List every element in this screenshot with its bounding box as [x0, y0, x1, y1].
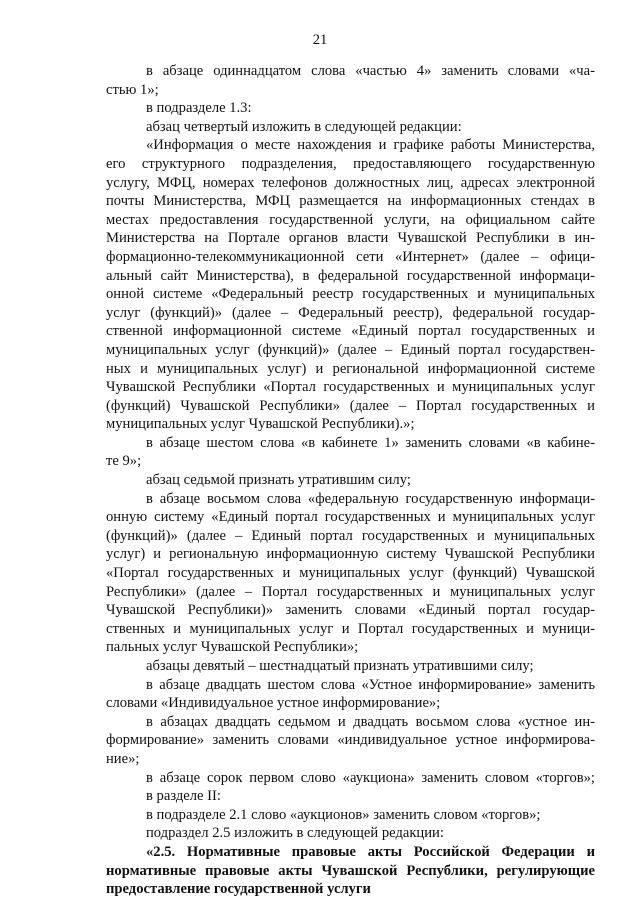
text-line: Республики» (далее – Портал государственных и муниципальных услуг	[106, 583, 595, 600]
text-line: абзацы девятый – шестнадцатый признать утратившими силу;	[146, 658, 534, 674]
text-line: подраздел 2.5 изложить в следующей редакции:	[146, 825, 444, 842]
text-line: Министерства на Портале органов власти Чувашской Республики в ин-	[106, 230, 595, 247]
text-line: муниципальных услуг Чувашской Республики).»;	[106, 416, 415, 433]
section-heading-line: предоставление государственной услуги	[106, 881, 371, 898]
text-line: почты Министерства, МФЦ размещается на информационных стендах в	[106, 193, 595, 210]
text-line: в подразделе 2.1 слово «аукционов» заменить словом «торгов»;	[146, 806, 541, 823]
text-line: те 9»;	[106, 453, 142, 470]
text-line: Чувашской Республики)» заменить словами «Единый портал государ-	[106, 602, 595, 619]
page-number: 21	[312, 32, 328, 48]
text-line: ственной информационной системе «Единый портал государственных и	[106, 323, 595, 340]
text-line: «Портал государственных и муниципальных услуг (функций) Чувашской	[106, 565, 595, 582]
text-line: местах предоставления государственной услуги, на официальном сайте	[106, 211, 595, 228]
text-line: ние»;	[106, 750, 140, 767]
text-line: услугу, МФЦ, номерах телефонов должностных лиц, адресах электронной	[106, 174, 595, 191]
text-line: услуг (функций)» (далее – Федеральный реестр), федеральной государ-	[106, 304, 595, 321]
text-line: абзац четвертый изложить в следующей редакции:	[146, 118, 462, 135]
text-line: альный сайт Министерства), в федеральной государственной информаци-	[106, 267, 595, 284]
text-line: его структурного подразделения, предоставляющего государственную	[106, 155, 595, 172]
text-line: стью 1»;	[106, 81, 159, 98]
text-line: муниципальных услуг (функций)» (далее – Единый портал государствен-	[106, 341, 595, 358]
text-line: ных и муниципальных услуг) и региональной информационной системе	[106, 360, 595, 377]
text-line: в абзаце шестом слова «в кабинете 1» заменить словами «в кабине-	[146, 434, 595, 451]
text-line: услуг) и региональную информационную систему Чувашской Республики	[106, 546, 595, 563]
text-line: «Информация о месте нахождения и графике работы Министерства,	[146, 137, 595, 154]
section-heading-line: «2.5. Нормативные правовые акты Российской Федерации и	[146, 843, 595, 860]
text-line: в абзацах двадцать седьмом и двадцать восьмом слова «устное ин-	[146, 713, 595, 730]
text-line: в абзаце сорок первом слово «аукциона» заменить словом «торгов»;	[146, 769, 595, 786]
text-line: онную систему «Единый портал государственных и муниципальных услуг	[106, 509, 595, 526]
text-line: формационно-телекоммуникационной сети «Интернет» (далее – офици-	[106, 248, 595, 265]
text-line: (функций)» (далее – Единый портал государственных и муниципальных	[106, 527, 595, 544]
text-line: в абзаце одиннадцатом слова «частью 4» заменить словами «ча-	[146, 63, 595, 79]
text-line: абзац седьмой признать утратившим силу;	[146, 472, 411, 489]
document-body	[106, 62, 595, 899]
text-line: онной системе «Федеральный реестр государственных и муниципальных	[106, 286, 595, 303]
text-line: (функций) Чувашской Республики» (далее – Портал государственных и	[106, 397, 595, 414]
text-line: в абзаце двадцать шестом слова «Устное информирование» заменить	[146, 676, 595, 693]
text-line: пальных услуг Чувашской Республики»;	[106, 639, 359, 656]
text-line: ственных и муниципальных услуг и Портал государственных и муници-	[106, 620, 595, 637]
text-line: словами «Индивидуальное устное информирование»;	[106, 695, 441, 712]
section-heading-line: нормативные правовые акты Чувашской Республики, регулирующие	[106, 862, 595, 879]
text-line: в разделе II:	[146, 788, 221, 805]
text-line: формирование» заменить словами «индивидуальное устное информирова-	[106, 732, 595, 749]
text-line: в абзаце восьмом слова «федеральную государственную информаци-	[146, 490, 595, 507]
text-line: в подразделе 1.3:	[146, 100, 252, 117]
text-line: Чувашской Республики «Портал государственных и муниципальных услуг	[106, 379, 595, 396]
